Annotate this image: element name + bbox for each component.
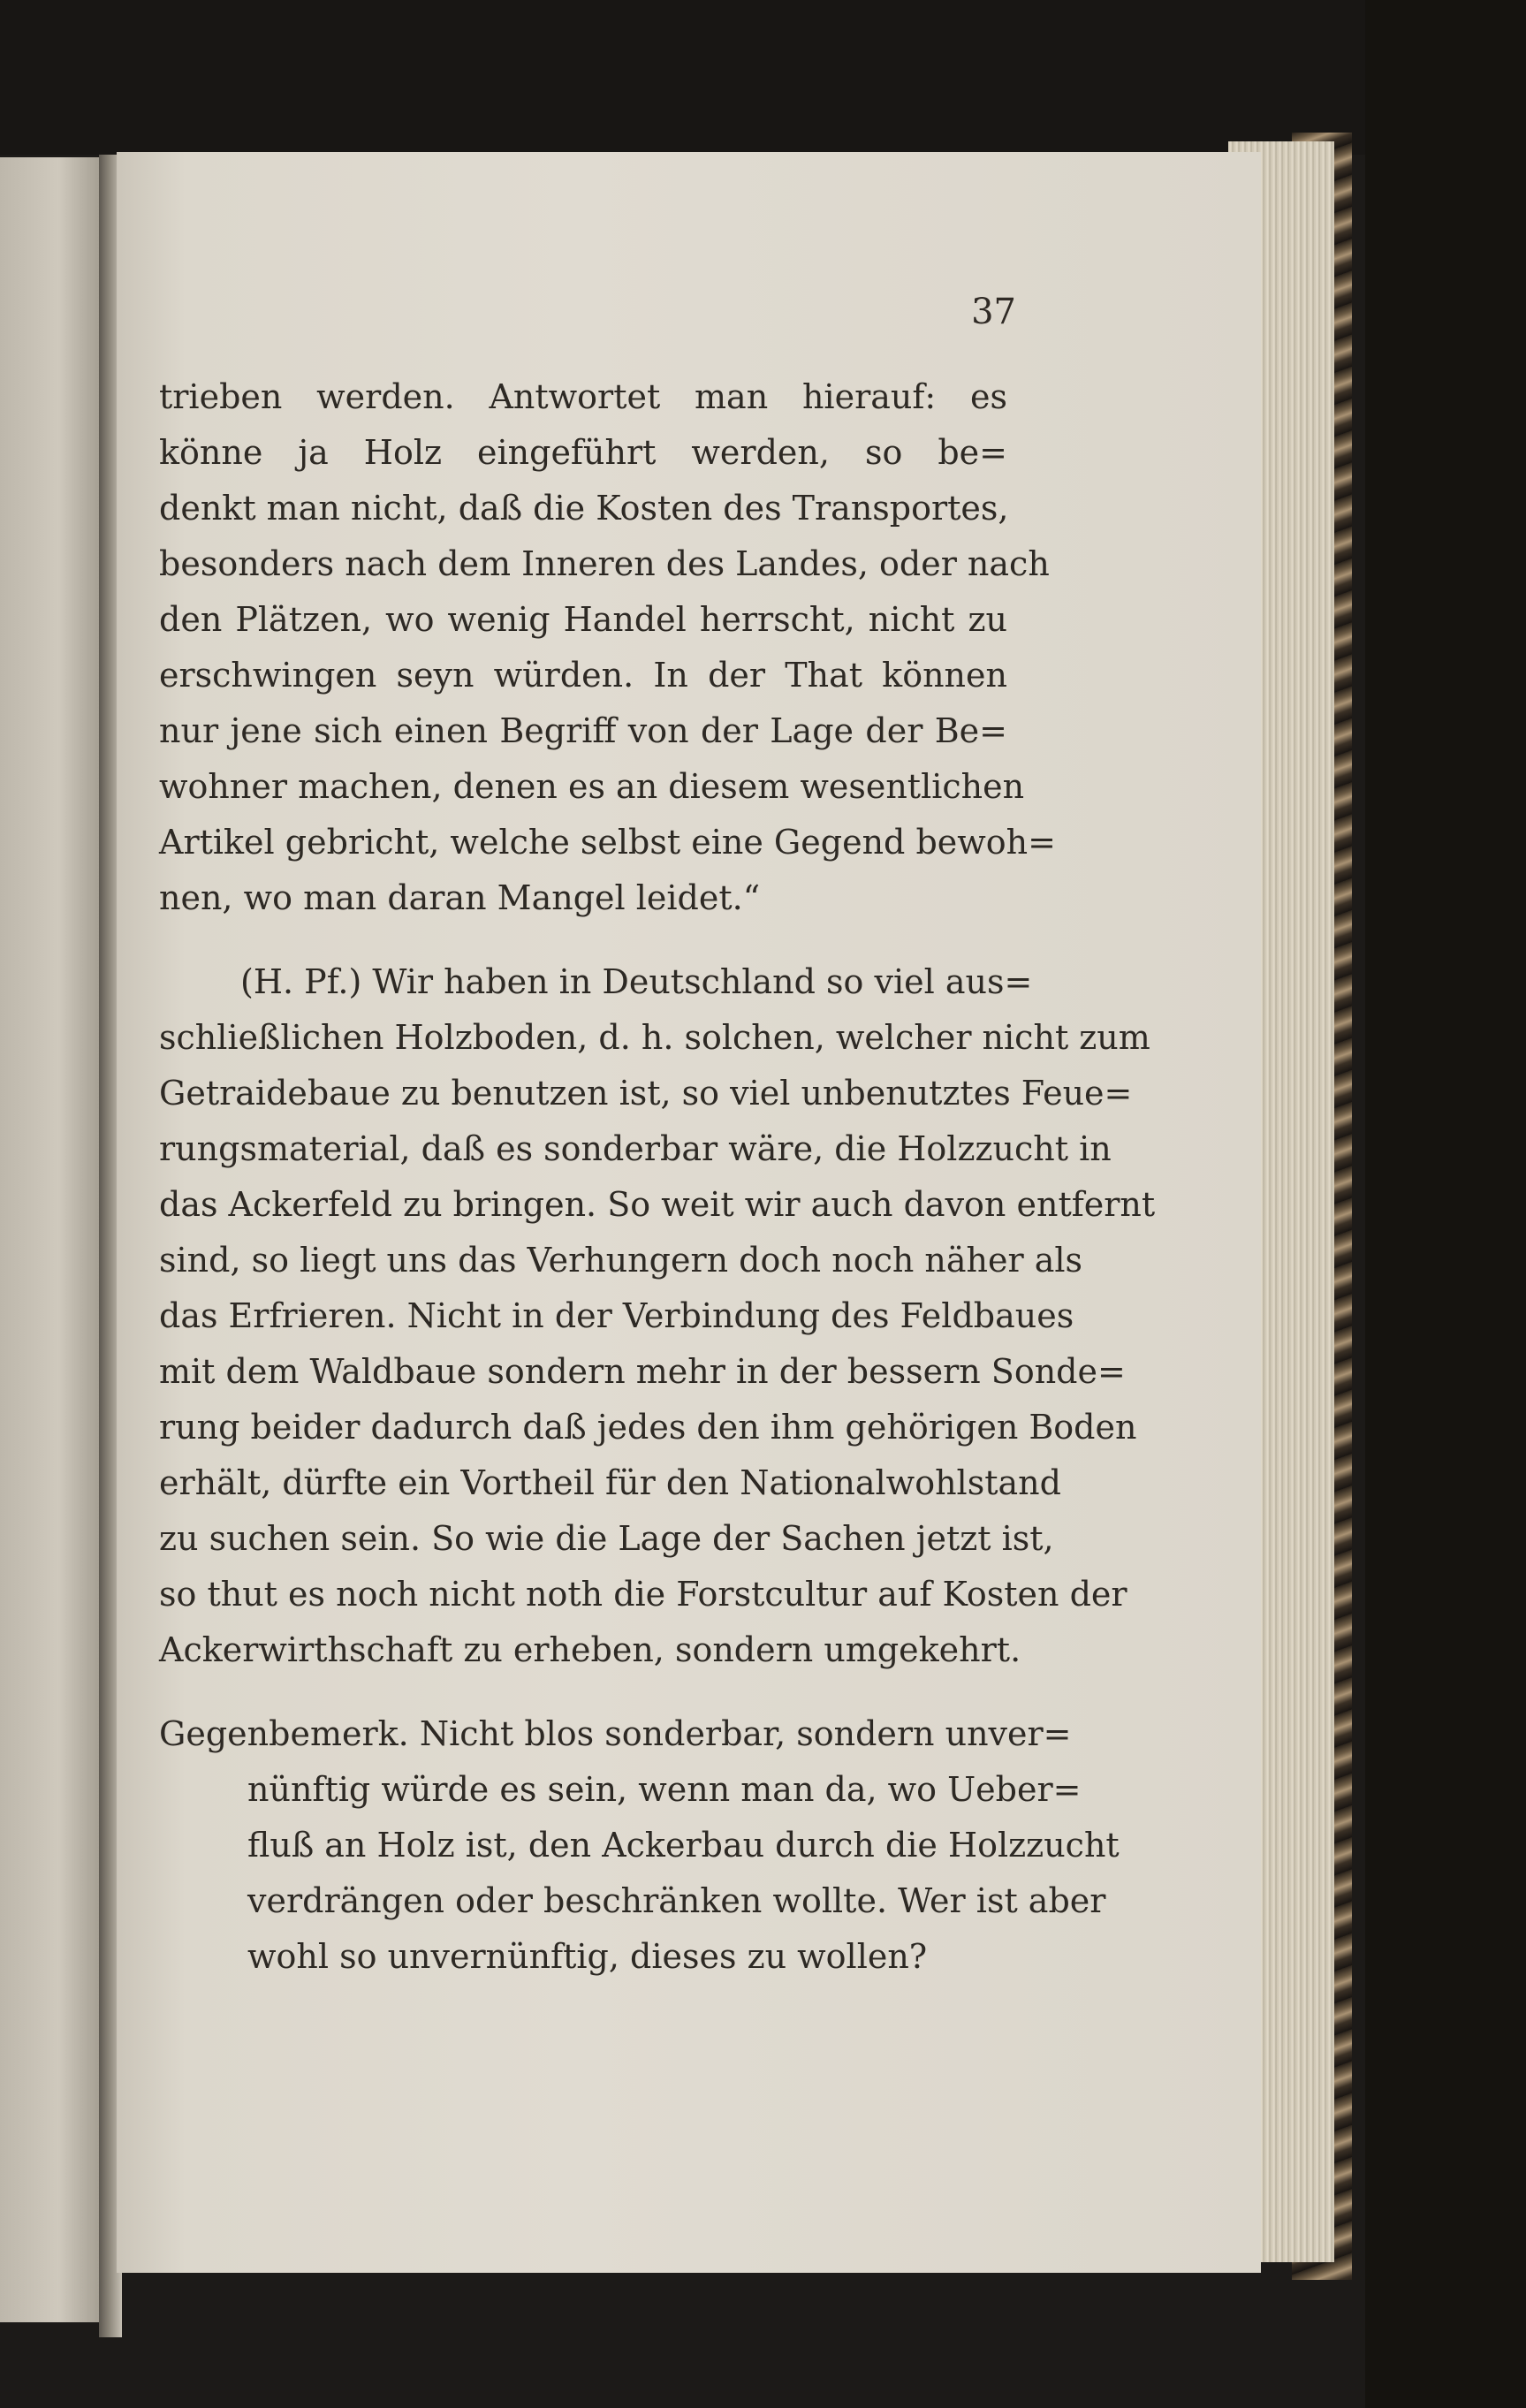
text-line: besonders nach dem Inneren des Landes, oder nach [159,544,1050,583]
text-line: nur jene sich einen Begriff von der Lage der Be= [159,711,1007,750]
paragraph-1 [159,369,1056,926]
text-line: den Plätzen, wo wenig Handel herrscht, nicht zu [159,600,1007,639]
text-line: rungsmaterial, daß es sonderbar wäre, die Holzzucht in [159,1129,1112,1168]
background-right [1365,0,1526,2408]
paragraph-spacer [159,1678,1007,1706]
text-line: rung beider dadurch daß jedes den ihm gehörigen Boden [159,1408,1137,1447]
text-line: Ackerwirthschaft zu erheben, sondern umgekehrt. [159,1630,1021,1669]
text-line: wohl so unvernünftig, dieses zu wollen? [247,1937,928,1976]
text-line: so thut es noch nicht noth die Forstcultur auf Kosten der [159,1575,1127,1614]
page-text [159,369,1156,1985]
page-number: 37 [971,292,1016,332]
text-line: wohner machen, denen es an diesem wesentlichen [159,767,1025,806]
text-line: erschwingen seyn würden. In der That können [159,656,1007,695]
text-line: schließlichen Holzboden, d. h. solchen, welcher nicht zum [159,1018,1150,1057]
text-line: Gegenbemerk. Nicht blos sonderbar, sondern unver= [159,1714,1072,1753]
facing-page-edge [0,157,106,2322]
text-line: denkt man nicht, daß die Kosten des Transportes, [159,489,1009,528]
text-line: das Ackerfeld zu bringen. So weit wir auch davon entfernt [159,1185,1156,1224]
text-line: mit dem Waldbaue sondern mehr in der bessern Sonde= [159,1352,1126,1391]
text-line: fluß an Holz ist, den Ackerbau durch die Holzzucht [247,1826,1120,1865]
paragraph-spacer [159,926,1007,954]
text-line: verdrängen oder beschränken wollte. Wer ist aber [247,1881,1106,1920]
text-line: sind, so liegt uns das Verhungern doch noch näher als [159,1241,1083,1280]
background-top [0,0,1526,155]
text-line: nünftig würde es sein, wenn man da, wo Ueber= [247,1770,1082,1809]
text-line: trieben werden. Antwortet man hierauf: es [159,377,1007,416]
text-line: Artikel gebricht, welche selbst eine Gegend bewoh= [159,823,1056,862]
text-line: nen, wo man daran Mangel leidet.“ [159,878,761,917]
paragraph-3 [159,1706,1120,1985]
text-line: könne ja Holz eingeführt werden, so be= [159,433,1007,472]
paragraph-2 [159,954,1156,1678]
text-line: (H. Pf.) Wir haben in Deutschland so viel aus= [240,962,1033,1001]
text-line: erhält, dürfte ein Vortheil für den Nationalwohlstand [159,1463,1061,1502]
text-line: zu suchen sein. So wie die Lage der Sachen jetzt ist, [159,1519,1054,1558]
text-line: Getraidebaue zu benutzen ist, so viel unbenutztes Feue= [159,1074,1133,1113]
text-line: das Erfrieren. Nicht in der Verbindung des Feldbaues [159,1296,1074,1335]
